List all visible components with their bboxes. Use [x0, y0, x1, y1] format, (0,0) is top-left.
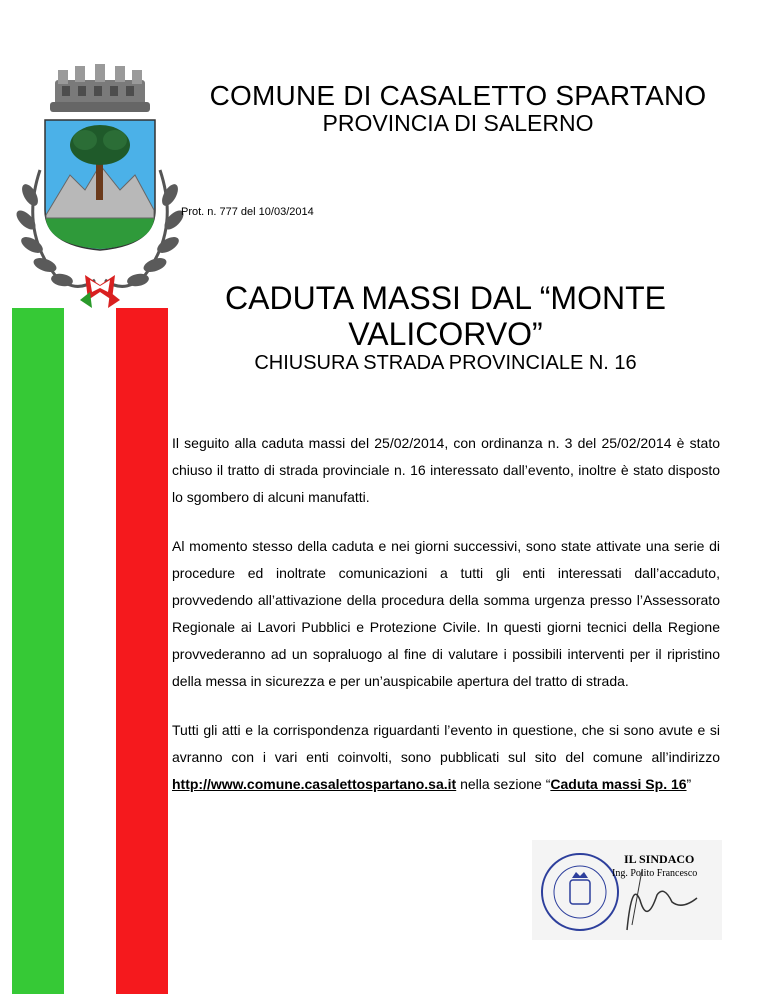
flag-stripe-white — [64, 308, 116, 994]
province-subtitle: PROVINCIA DI SALERNO — [322, 110, 594, 136]
notice-subtitle: CHIUSURA STRADA PROVINCIALE N. 16 — [254, 352, 637, 374]
section-name-link[interactable]: Caduta massi Sp. 16 — [550, 776, 687, 792]
flag-stripe-green — [12, 308, 64, 994]
notice-body — [172, 430, 720, 820]
body-paragraph-2: Al momento stesso della caduta e nei giorni successivi, sono state attivate una serie di procedure ed inoltrate comunicazioni a tutti gli enti interessati dall’accaduto, provvedendo all’attivazione della procedura della somma urgenza presso l’Assessorato Regionale ai Lavori Pubblici e Protezione Civile. In questi giorni tecnici della Regione provvederanno ad un sopraluogo al fine di valutare i possibili interventi per il ripristino della messa in sicurezza e per un’auspicabile apertura del tratto di strada. — [172, 538, 720, 689]
municipality-title: COMUNE DI CASALETTO SPARTANO — [209, 80, 707, 111]
section-closing-quote: ” — [686, 776, 692, 792]
mayor-title: IL SINDACO — [624, 852, 695, 866]
body-paragraph-3-intro: Tutti gli atti e la corrispondenza riguardanti l’evento in questione, che si sono avute e si avranno con i vari enti coinvolti, sono pubblicati sul sito del comune all’indirizzo — [172, 722, 720, 765]
website-link[interactable]: http://www.comune.casalettospartano.sa.it — [172, 776, 457, 792]
municipal-crest-icon — [0, 60, 200, 316]
section-intro-text: nella sezione “ — [456, 776, 551, 792]
body-paragraph-1: Il seguito alla caduta massi del 25/02/2014, con ordinanza n. 3 del 25/02/2014 è stato chiuso il tratto di strada provinciale n. 16 interessato dall’evento, inoltre è stato disposto lo sgombero di alcuni manufatti. — [172, 435, 720, 505]
protocol-number: Prot. n. 777 del 10/03/2014 — [181, 206, 314, 218]
notice-title: CADUTA MASSI DAL “MONTE VALICORVO” — [225, 280, 666, 352]
flag-stripe-red — [116, 308, 168, 994]
body-paragraph-3 — [172, 717, 720, 798]
mayor-name: Ing. Polito Francesco — [612, 868, 698, 879]
